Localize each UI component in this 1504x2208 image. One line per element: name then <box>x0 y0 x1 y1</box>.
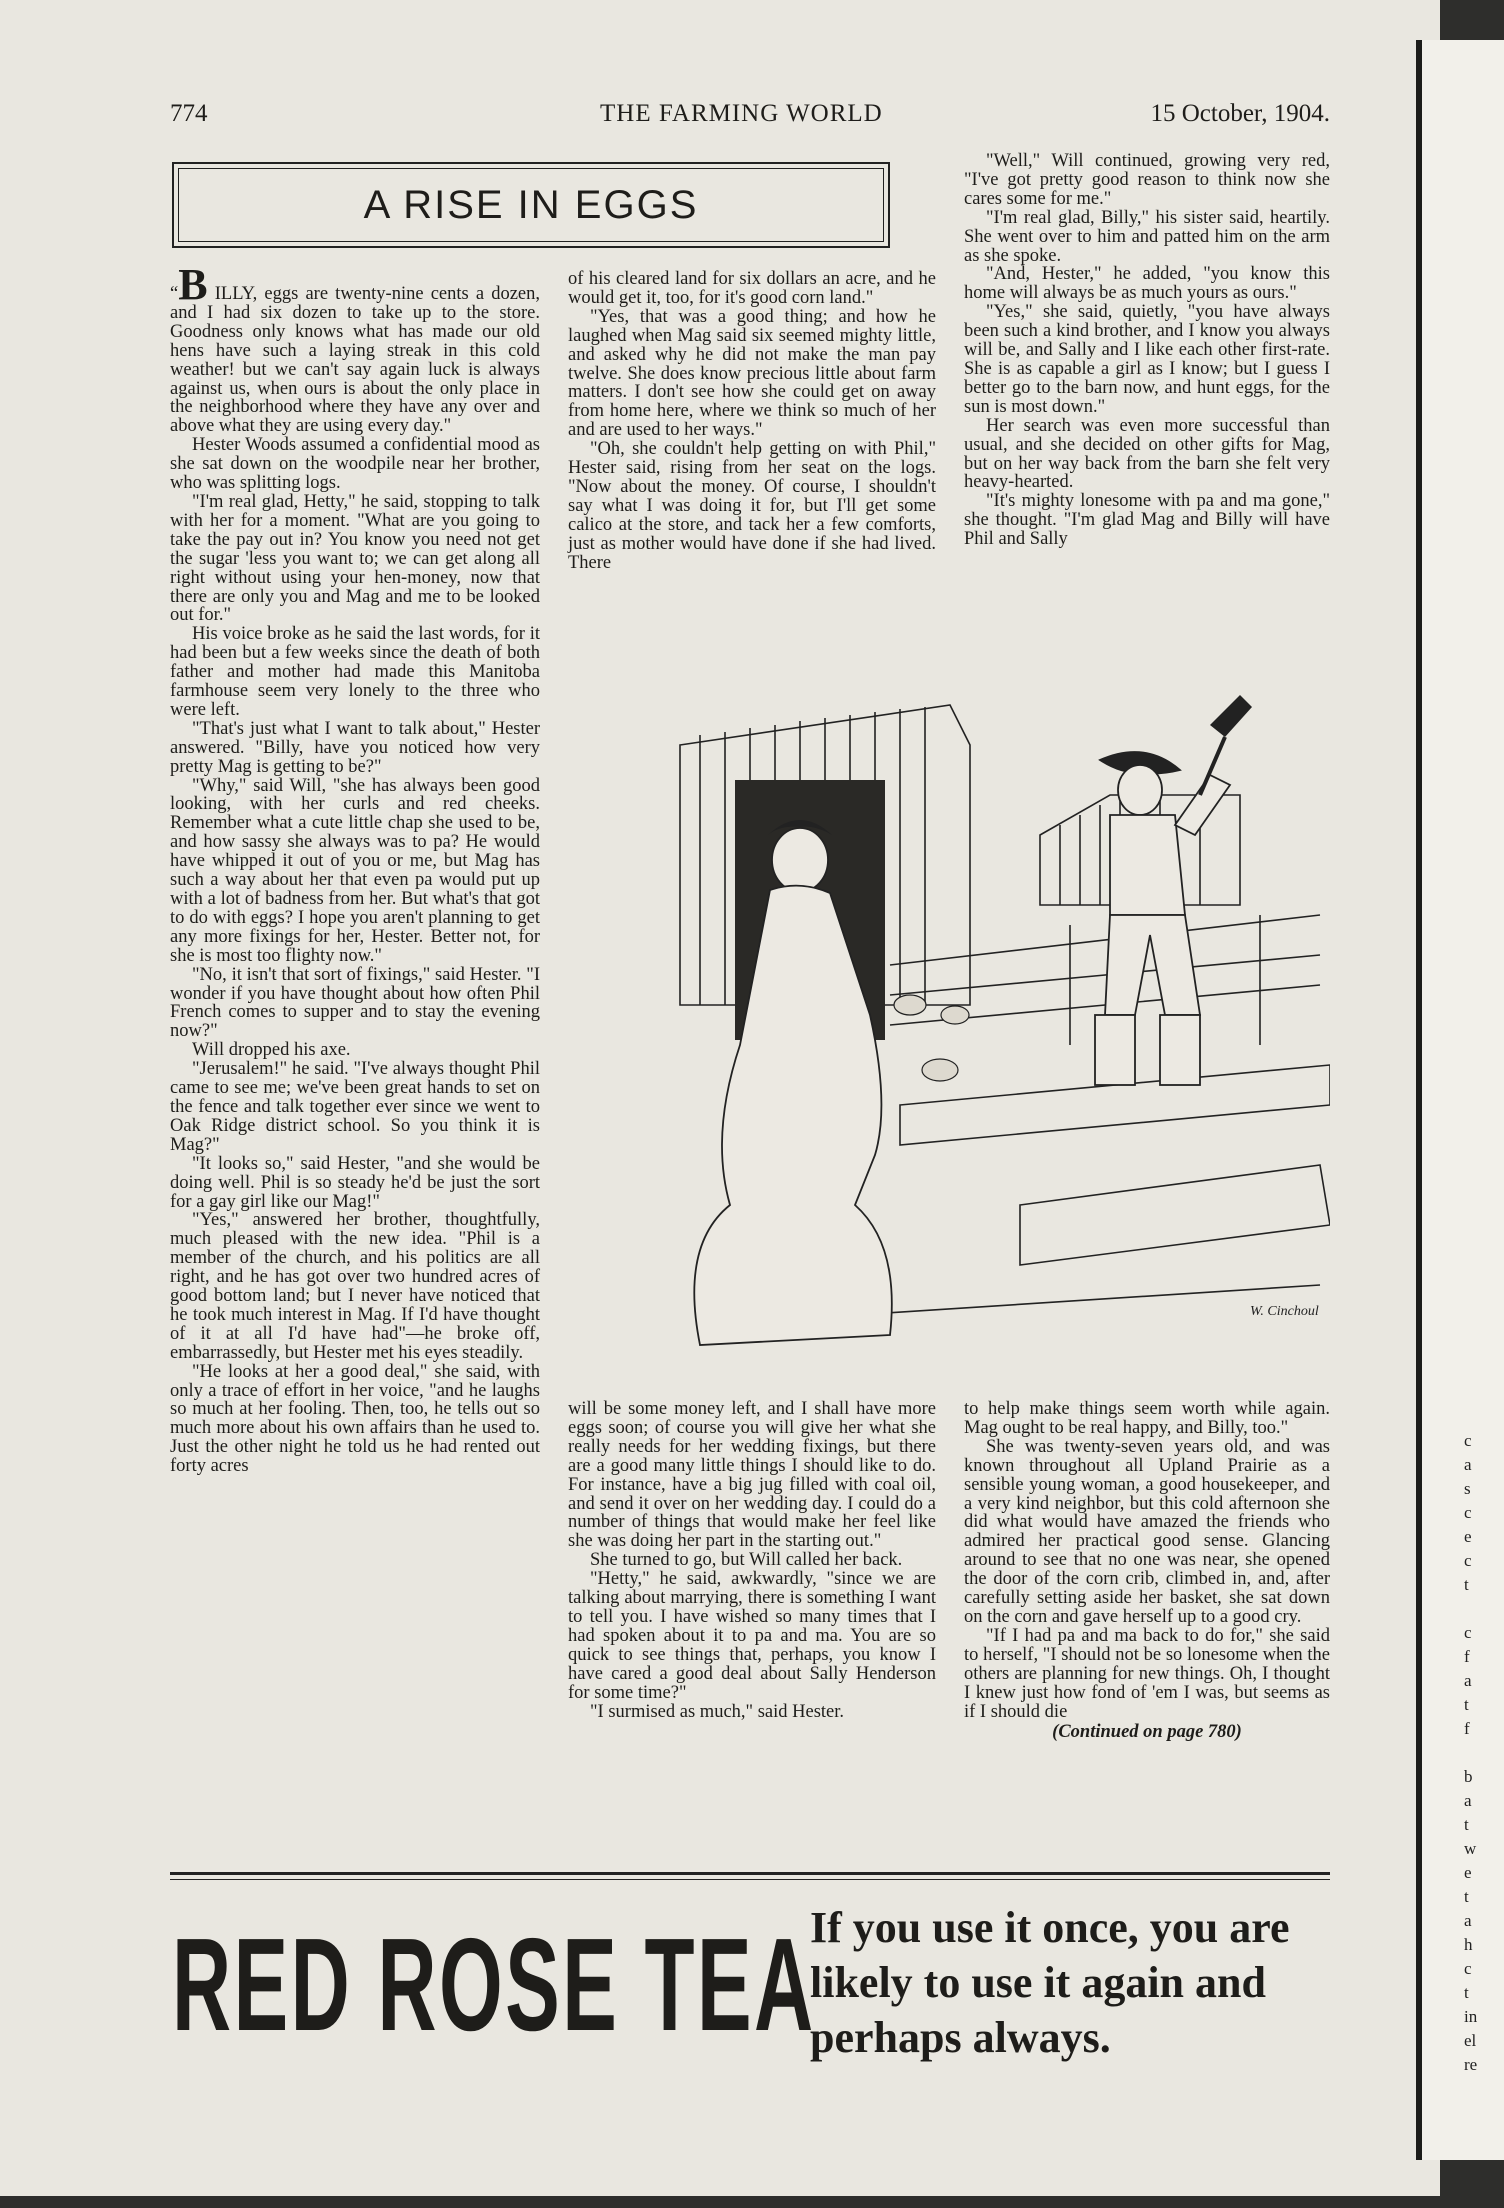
paragraph: "If I had pa and ma back to do for," she said to herself, "I should not be so lonesome when the others are planning for new things. Oh, I thought I knew just how fond of 'em I was, but seems as if I should die <box>964 1625 1330 1722</box>
adjacent-page-fragment: e <box>1464 1863 1472 1882</box>
adjacent-page-fragment: re <box>1464 2055 1478 2074</box>
adjacent-page-fragment: el <box>1464 2031 1477 2050</box>
illustration-signature: W. Cinchoul <box>1250 1304 1319 1319</box>
advert-brand: RED ROSE TEA <box>172 1911 816 2058</box>
adjacent-page-fragment: f <box>1464 1719 1470 1738</box>
adjacent-page-fragment: c <box>1464 1623 1472 1642</box>
page-gutter <box>1416 40 1422 2160</box>
paragraph: "I'm real glad, Hetty," he said, stopping to talk with her for a moment. "What are you going to take the pay out in? You know you need not get the sugar 'less you want to; we can get along all right without using your hen-money, now that there are only you and Mag and me to be looked out for." <box>170 491 540 626</box>
paragraph: "Jerusalem!" he said. "I've always thought Phil came to see me; we've been great hands to set on the fence and talk together ever since we went to Oak Ridge district school. So you think it is Mag?" <box>170 1059 540 1155</box>
adjacent-page-fragment: c <box>1464 1959 1472 1978</box>
paragraph: She was twenty-seven years old, and was known throughout all Upland Prairie as a sensible young woman, a good housekeeper, and a very kind neighbor, but this cold afternoon she did what would have amazed the friends who admired her practical good sense. Glancing around to see that no one was near, she opened the door of the corn crib, climbed in, and, after carefully setting aside her basket, she sat down on the corn and gave herself up to a good cry. <box>964 1436 1330 1627</box>
adjacent-page-fragment: c <box>1464 1551 1472 1570</box>
paragraph: of his cleared land for six dollars an acre, and he would get it, too, for it's good corn land." <box>568 269 936 308</box>
paragraph: to help make things seem worth while again. Mag ought to be real happy, and Billy, too." <box>964 1399 1330 1438</box>
divider <box>170 1872 1330 1875</box>
paragraph: Will dropped his axe. <box>192 1040 351 1061</box>
paragraph: "Why," said Will, "she has always been good looking, with her curls and red cheeks. Remember what a cute little chap she used to be, and how sassy she always was to pa? He would have whipped it out of you or me, but Mag has such a way about her that even pa would put up with a lot of badness from her. But what's that got to do with eggs? I hope you aren't planning to get any more fixings for her, Hester. Better not, for she is most too flighty now." <box>170 775 540 966</box>
column-1 <box>170 260 541 1477</box>
adjacent-page-fragment: c <box>1464 1503 1472 1522</box>
adjacent-page-fragment: h <box>1464 1935 1473 1954</box>
page-number: 774 <box>170 100 208 127</box>
paragraph: "He looks at her a good deal," she said, with only a trace of effort in her voice, "and he laughs so much at her fooling. Then, too, he tells out so much more about his own affairs than he used to. Just the other night he told us he had rented out forty acres <box>170 1361 540 1477</box>
column-2-bottom <box>568 1400 936 1721</box>
adjacent-page-fragment: t <box>1464 1695 1469 1714</box>
paragraph: "Yes," she said, quietly, "you have always been such a kind brother, and I know you always will be, and Sally and I like each other first-rate. She is as capable a girl as I know; but I guess I better go to the barn now, and hunt eggs, for the sun is most down." <box>964 302 1330 417</box>
column-2-top <box>568 270 936 573</box>
paragraph: “B ILLY, eggs are twenty-nine cents a dozen, and I had six dozen to take up to the store. Goodness only knows what has made our old hens have such a laying streak in this cold weather! but we can't say again luck is always against us, when ours is about the only place in the neighborhood where they have any over and above what they are using every day." <box>170 260 541 437</box>
adjacent-page-fragment: a <box>1464 1911 1472 1930</box>
adjacent-page-fragment: s <box>1464 1479 1471 1498</box>
paragraph: Her search was even more successful than usual, and she decided on other gifts for Mag, but on her way back from the barn she felt very heavy-hearted. <box>964 415 1330 493</box>
paragraph: "Oh, she couldn't help getting on with Phil," Hester said, rising from her seat on the logs. "Now about the money. Of course, I shouldn't say what I was doing it for, but I'll get some calico at the store, and tack her a few comforts, just as mother would have done if she had lived. There <box>568 439 936 573</box>
paragraph: "No, it isn't that sort of fixings," said Hester. "I wonder if you have thought about how often Phil French comes to supper and to stay the evening now?" <box>170 964 540 1042</box>
advert-copy: If you use it once, you are likely to use it again and perhaps always. <box>810 1903 1290 2062</box>
paragraph: "I surmised as much," said Hester. <box>590 1701 845 1722</box>
paragraph: "Yes, that was a good thing; and how he laughed when Mag said six seemed mighty little, and asked why he did not make the man pay twelve. She does know precious little about farm matters. I don't see how she could get on away from home here, where we think so much of her and are used to her ways." <box>568 306 936 441</box>
column-3-top <box>964 152 1330 549</box>
paragraph: "I'm real glad, Billy," his sister said, heartily. She went over to him and patted him on the arm as she spoke. <box>964 207 1330 266</box>
adjacent-page-fragment: t <box>1464 1575 1469 1594</box>
adjacent-page-fragment: c <box>1464 1431 1472 1450</box>
paragraph: She turned to go, but Will called her back. <box>590 1550 903 1571</box>
paragraph: "It's mighty lonesome with pa and ma gone," she thought. "I'm glad Mag and Billy will have Phil and Sally <box>964 491 1330 550</box>
paragraph: "Hetty," he said, awkwardly, "since we are talking about marrying, there is something I want to tell you. I have wished so many times that I had spoken about it to pa and ma. You are so quick to see things that, perhaps, you know I have cared a good deal about Sally Henderson for some time?" <box>568 1569 936 1703</box>
adjacent-page-fragment: t <box>1464 1983 1469 2002</box>
adjacent-page-edge <box>1416 40 1504 2160</box>
adjacent-page-fragment: b <box>1464 1767 1473 1786</box>
article-title-box <box>172 162 890 248</box>
woman-and-man-chopping-wood-illustration <box>640 685 1330 1385</box>
paragraph: "And, Hester," he added, "you know this home will always be as much yours as ours." <box>964 264 1330 304</box>
paragraph: "It looks so," said Hester, "and she would be doing well. Phil is so steady he'd be just the sort for a gay girl like our Mag!" <box>170 1153 540 1212</box>
adjacent-page-fragment: t <box>1464 1887 1469 1906</box>
adjacent-page-fragment: t <box>1464 1815 1469 1834</box>
paragraph: Hester Woods assumed a confidential mood as she sat down on the woodpile near her brother, who was splitting logs. <box>170 435 540 494</box>
adjacent-page-fragment: e <box>1464 1527 1472 1546</box>
continued-note: (Continued on page 780) <box>1052 1722 1242 1743</box>
paragraph: "Well," Will continued, growing very red, "I've got pretty good reason to think now she cares some for me." <box>964 151 1330 209</box>
article-title: A RISE IN EGGS <box>363 182 699 227</box>
adjacent-page-fragment: a <box>1464 1671 1472 1690</box>
publication-title: THE FARMING WORLD <box>600 100 883 127</box>
page-header <box>170 100 1330 134</box>
paragraph: will be some money left, and I shall have more eggs soon; of course you will give her what she really needs for her wedding fixings, but there are a good many little things I should like to do. For instance, have a big jug filled with coal oil, and send it over on her wedding day. I could do a number of things that would make her feel like she was doing her part in the starting out." <box>568 1399 936 1552</box>
adjacent-page-fragment: a <box>1464 1455 1472 1474</box>
adjacent-page-fragment: in <box>1464 2007 1478 2026</box>
adjacent-page-fragment: f <box>1464 1647 1470 1666</box>
paragraph: "Yes," answered her brother, thoughtfully, much pleased with the new idea. "Phil is a member of the church, and his politics are all right, and he has got over two hundred acres of good bottom land; but I never have noticed that he took much interest in Mag. If I'd have thought of it at all I'd have had"—he broke off, embarrassedly, but Hester met his eyes steadily. <box>170 1210 540 1363</box>
drop-cap: B <box>178 260 208 309</box>
paragraph: "That's just what I want to talk about," Hester answered. "Billy, have you noticed how very pretty Mag is getting to be?" <box>170 718 540 777</box>
column-3-bottom <box>964 1400 1330 1742</box>
adjacent-page-fragment: a <box>1464 1791 1472 1810</box>
issue-date: 15 October, 1904. <box>1150 100 1330 127</box>
adjacent-page-fragment: w <box>1464 1839 1477 1858</box>
paragraph: His voice broke as he said the last words, for it had been but a few weeks since the death of both father and mother had made this Manitoba farmhouse seem very lonely to the three who were left. <box>170 624 540 720</box>
